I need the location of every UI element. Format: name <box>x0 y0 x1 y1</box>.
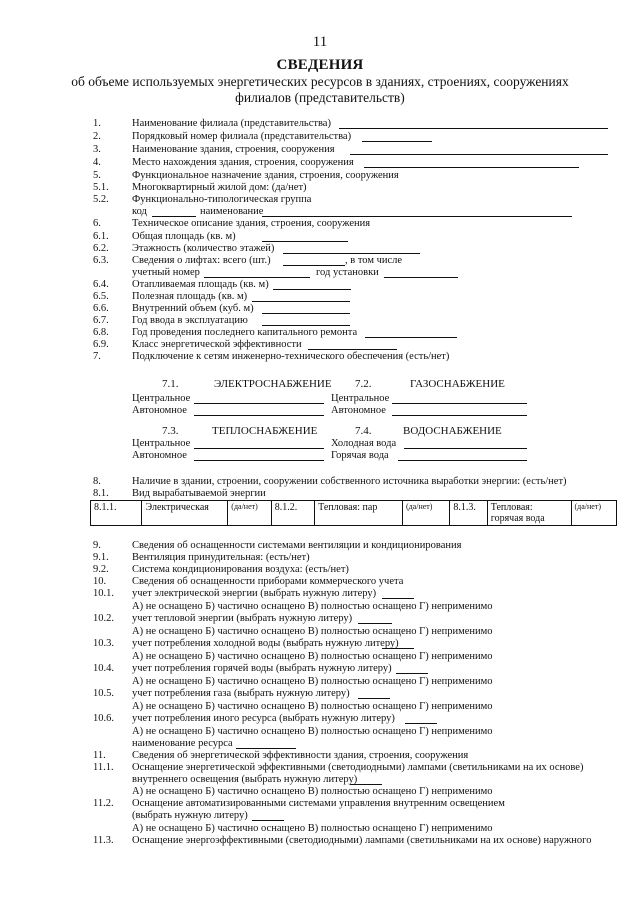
item-label-cont: внутреннего освещения (выбрать нужную литеру) <box>132 774 358 785</box>
item-label: Система кондиционирования воздуха: (есть/нет) <box>132 564 349 575</box>
section-heading: ТЕПЛОСНАБЖЕНИЕ <box>212 425 318 437</box>
table-cell: 8.1.3. <box>450 501 487 526</box>
table-cell: 8.1.2. <box>271 501 314 526</box>
item-number: 9.2. <box>93 564 109 575</box>
item-number: 10.1. <box>93 588 114 599</box>
item-number: 11.1. <box>93 762 114 773</box>
page-number: 11 <box>312 34 328 50</box>
fill-line[interactable] <box>365 337 457 338</box>
item-label: учет потребления газа (выбрать нужную литеру) <box>132 688 350 699</box>
item-label: Общая площадь (кв. м) <box>132 231 236 242</box>
fill-line[interactable] <box>308 349 397 350</box>
year-label: год установки <box>316 267 379 278</box>
table-cell <box>487 501 571 526</box>
item-label: Сведения об оснащенности приборами коммерческого учета <box>132 576 404 587</box>
fill-line[interactable] <box>382 648 414 649</box>
item-label: Отапливаемая площадь (кв. м) <box>132 279 269 290</box>
item-label: Оснащение энергетической эффективными (светодиодными) лампами (светильниками на их основе) <box>132 762 584 773</box>
resource-name-label: наименование ресурса <box>132 738 233 749</box>
item-number: 6.9. <box>93 339 109 350</box>
item-label: Оснащение автоматизированными системами управления внутренним освещением <box>132 798 505 809</box>
fill-line[interactable] <box>283 253 420 254</box>
fill-line[interactable] <box>398 460 527 461</box>
item-label: Год ввода в эксплуатацию <box>132 315 248 326</box>
item-number: 6.7. <box>93 315 109 326</box>
fill-line[interactable] <box>382 598 414 599</box>
table-cell: Электрическая <box>142 501 228 526</box>
item-label: Функционально-типологическая группа <box>132 194 312 205</box>
table-cell-text: горячая вода <box>490 513 545 524</box>
section-heading: ЭЛЕКТРОСНАБЖЕНИЕ <box>214 378 332 390</box>
item-number: 4. <box>93 157 101 168</box>
item-number: 6.1. <box>93 231 109 242</box>
options-line: А) не оснащено Б) частично оснащено В) полностью оснащено Г) неприменимо <box>132 823 493 834</box>
item-number: 8.1. <box>93 488 109 499</box>
fill-line[interactable] <box>384 277 458 278</box>
item-label: учет потребления иного ресурса (выбрать нужную литеру) <box>132 713 395 724</box>
cold-water-label: Холодная вода <box>331 438 397 449</box>
fill-line[interactable] <box>262 216 572 217</box>
section-number: 7.4. <box>355 425 372 437</box>
item-label: Сведения об оснащенности системами вентиляции и кондиционирования <box>132 540 462 551</box>
item-label: Подключение к сетям инженерно-технического обеспечения (есть/нет) <box>132 351 450 362</box>
fill-line[interactable] <box>362 141 432 142</box>
document-subtitle: об объеме используемых энергетических ресурсов в зданиях, строениях, сооружениях <box>71 74 569 89</box>
item-number: 9.1. <box>93 552 109 563</box>
fill-line[interactable] <box>350 154 608 155</box>
item-number: 11.3. <box>93 835 114 846</box>
fill-line[interactable] <box>392 415 527 416</box>
item-number: 9. <box>93 540 101 551</box>
fill-line[interactable] <box>262 313 350 314</box>
item-number: 6.3. <box>93 255 109 266</box>
item-number: 10. <box>93 576 107 587</box>
options-line: А) не оснащено Б) частично оснащено В) полностью оснащено Г) неприменимо <box>132 676 493 687</box>
item-number: 2. <box>93 131 101 142</box>
item-label: учет потребления горячей воды (выбрать нужную литеру) <box>132 663 392 674</box>
options-line: А) не оснащено Б) частично оснащено В) полностью оснащено Г) неприменимо <box>132 786 493 797</box>
item-label: Функциональное назначение здания, строения, сооружения <box>132 170 399 181</box>
item-label: Техническое описание здания, строения, сооружения <box>132 218 371 229</box>
item-label: Наличие в здании, строении, сооружении собственного источника выработки энергии: (есть/нет) <box>132 476 567 487</box>
options-line: А) не оснащено Б) частично оснащено В) полностью оснащено Г) неприменимо <box>132 651 493 662</box>
account-label: учетный номер <box>132 267 200 278</box>
options-line: А) не оснащено Б) частично оснащено В) полностью оснащено Г) неприменимо <box>132 726 493 737</box>
hot-water-label: Горячая вода <box>331 450 389 461</box>
section-number: 7.2. <box>355 378 372 390</box>
item-label: Этажность (количество этажей) <box>132 243 275 254</box>
table-cell-text: Тепловая: <box>490 502 533 513</box>
table-row <box>91 501 617 526</box>
item-label: Оснащение энергоэффективными (светодиодными) лампами (светильниками на их основе) наружного <box>132 835 592 846</box>
item-number: 8. <box>93 476 101 487</box>
section-heading: ВОДОСНАБЖЕНИЕ <box>403 425 502 437</box>
item-label: учет тепловой энергии (выбрать нужную литеру) <box>132 613 353 624</box>
item-number: 6. <box>93 218 101 229</box>
item-number: 6.8. <box>93 327 109 338</box>
item-number: 6.4. <box>93 279 109 290</box>
table-cell: Тепловая: пар <box>315 501 403 526</box>
auto-label: Автономное <box>132 405 187 416</box>
item-number: 11. <box>93 750 106 761</box>
auto-label: Автономное <box>132 450 187 461</box>
options-line: А) не оснащено Б) частично оснащено В) полностью оснащено Г) неприменимо <box>132 701 493 712</box>
fill-line[interactable] <box>396 673 428 674</box>
item-number: 7. <box>93 351 101 362</box>
fill-line[interactable] <box>152 216 196 217</box>
item-label: Класс энергетической эффективности <box>132 339 302 350</box>
item-number: 10.2. <box>93 613 114 624</box>
item-label: Внутренний объем (куб. м) <box>132 303 254 314</box>
item-label: Место нахождения здания, строения, сооружения <box>132 157 354 168</box>
fill-line[interactable] <box>262 325 350 326</box>
fill-line[interactable] <box>358 623 392 624</box>
item-label-cont: , в том числе <box>345 255 403 266</box>
document-subtitle-2: филиалов (представительств) <box>235 90 405 105</box>
section-number: 7.1. <box>162 378 179 390</box>
table-cell[interactable]: (да/нет) <box>402 501 449 526</box>
fill-line[interactable] <box>204 277 310 278</box>
section-heading: ГАЗОСНАБЖЕНИЕ <box>410 378 505 390</box>
item-number: 5. <box>93 170 101 181</box>
item-label: Сведения об энергетической эффективности здания, строения, сооружения <box>132 750 469 761</box>
item-number: 11.2. <box>93 798 114 809</box>
auto-label: Автономное <box>331 405 386 416</box>
fill-line[interactable] <box>358 698 390 699</box>
table-cell: 8.1.1. <box>91 501 142 526</box>
item-label: учет электрической энергии (выбрать нужную литеру) <box>132 588 377 599</box>
central-label: Центральное <box>331 393 390 404</box>
energy-type-table <box>90 500 617 526</box>
fill-line[interactable] <box>392 403 527 404</box>
item-number: 10.5. <box>93 688 114 699</box>
fill-line[interactable] <box>262 241 348 242</box>
item-label: Наименование здания, строения, сооружения <box>132 144 335 155</box>
item-label: Полезная площадь (кв. м) <box>132 291 248 302</box>
item-number: 10.6. <box>93 713 114 724</box>
section-number: 7.3. <box>162 425 179 437</box>
item-label: Год проведения последнего капитального ремонта <box>132 327 358 338</box>
item-label: Сведения о лифтах: всего (шт.) <box>132 255 271 266</box>
item-number: 10.3. <box>93 638 114 649</box>
document-title: СВЕДЕНИЯ <box>276 57 364 73</box>
fill-line[interactable] <box>236 748 296 749</box>
fill-line[interactable] <box>364 167 579 168</box>
fill-line[interactable] <box>194 415 324 416</box>
table-cell[interactable]: (да/нет) <box>571 501 617 526</box>
item-label: учет потребления холодной воды (выбрать нужную литеру) <box>132 638 399 649</box>
item-number: 6.2. <box>93 243 109 254</box>
item-number: 6.6. <box>93 303 109 314</box>
fill-line[interactable] <box>350 784 382 785</box>
fill-line[interactable] <box>252 820 284 821</box>
item-label: Порядковый номер филиала (представительства) <box>132 131 352 142</box>
central-label: Центральное <box>132 393 191 404</box>
item-number: 10.4. <box>93 663 114 674</box>
fill-line[interactable] <box>404 448 527 449</box>
item-number: 3. <box>93 144 101 155</box>
item-label: Многоквартирный жилой дом: (да/нет) <box>132 182 307 193</box>
item-label: Вид вырабатываемой энергии <box>132 488 266 499</box>
fill-line[interactable] <box>252 301 350 302</box>
options-line: А) не оснащено Б) частично оснащено В) полностью оснащено Г) неприменимо <box>132 626 493 637</box>
options-line: А) не оснащено Б) частично оснащено В) полностью оснащено Г) неприменимо <box>132 601 493 612</box>
item-number: 1. <box>93 118 101 129</box>
table-cell[interactable]: (да/нет) <box>228 501 271 526</box>
fill-line[interactable] <box>283 265 345 266</box>
item-number: 5.2. <box>93 194 109 205</box>
central-label: Центральное <box>132 438 191 449</box>
fill-line[interactable] <box>194 403 324 404</box>
code-label: код <box>132 206 147 217</box>
fill-line[interactable] <box>194 448 324 449</box>
fill-line[interactable] <box>273 289 351 290</box>
item-label: Наименование филиала (представительства) <box>132 118 331 129</box>
item-number: 6.5. <box>93 291 109 302</box>
fill-line[interactable] <box>194 460 324 461</box>
item-label-cont: (выбрать нужную литеру) <box>132 810 248 821</box>
fill-line[interactable] <box>405 723 437 724</box>
fill-line[interactable] <box>339 128 608 129</box>
item-label: Вентиляция принудительная: (есть/нет) <box>132 552 310 563</box>
item-number: 5.1. <box>93 182 109 193</box>
name-label: наименование <box>200 206 264 217</box>
